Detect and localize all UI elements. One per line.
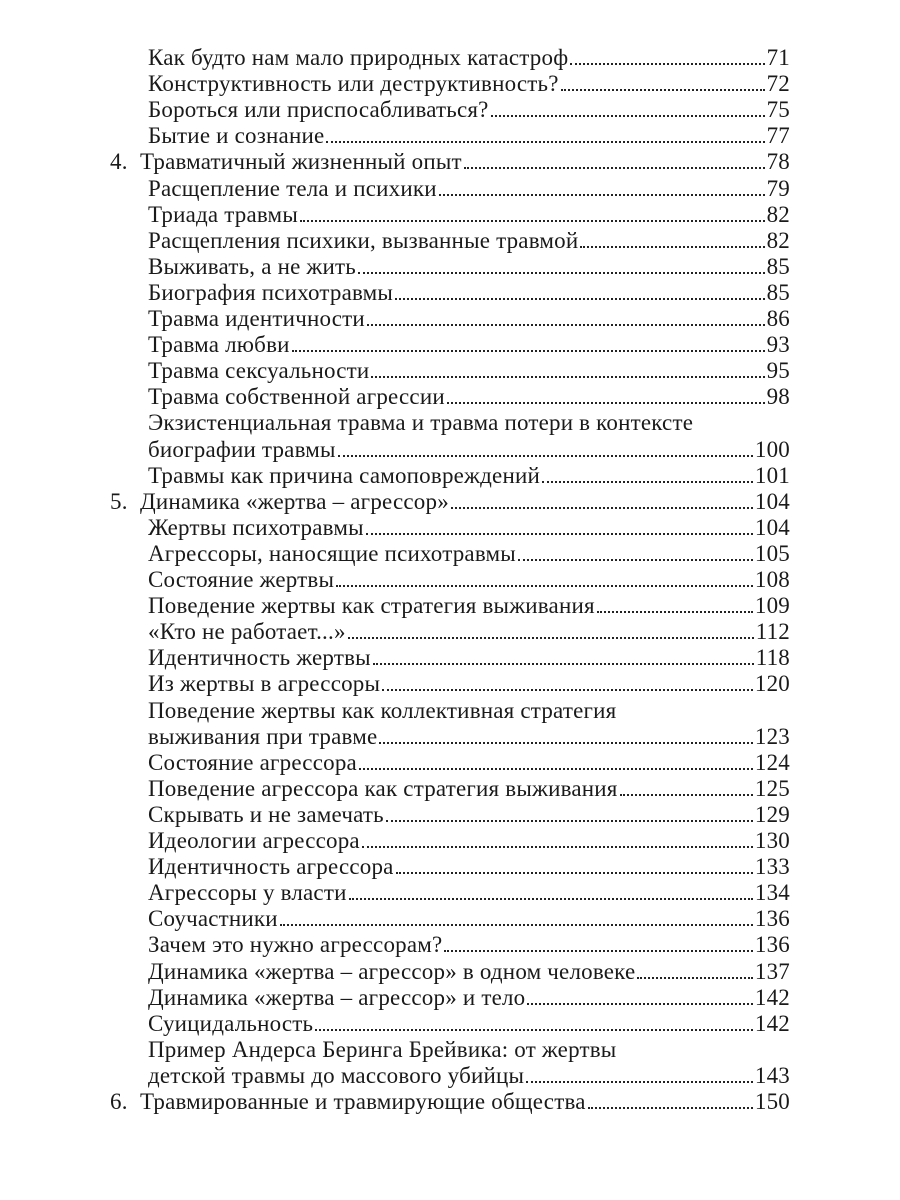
dot-leader — [349, 898, 753, 900]
toc-entry-title: Из жертвы в агрессоры — [148, 671, 381, 697]
toc-entry-title: Агрессоры у власти — [148, 880, 347, 906]
toc-page-number: 124 — [754, 749, 790, 775]
toc-entry-title: Травма сексуальности — [148, 358, 370, 384]
dot-leader — [338, 455, 753, 457]
dot-leader — [367, 324, 765, 326]
toc-entry — [148, 879, 790, 907]
dot-leader — [451, 507, 753, 509]
toc-entry — [148, 618, 790, 646]
toc-page-number: 85 — [766, 279, 790, 305]
dot-leader — [491, 115, 765, 117]
dot-leader — [527, 1003, 753, 1005]
dot-leader — [597, 611, 753, 613]
toc-entry-title: Травма собственной агрессии — [148, 384, 445, 410]
toc-entry — [148, 749, 790, 777]
toc-entry-title: Травмы как причина самоповреждений — [148, 462, 540, 488]
dot-leader — [580, 246, 764, 248]
dot-leader — [588, 1107, 753, 1109]
dot-leader — [518, 559, 753, 561]
dot-leader — [542, 481, 753, 483]
dot-leader — [379, 742, 753, 744]
toc-page-number: 118 — [755, 645, 790, 671]
dot-leader — [326, 141, 764, 143]
toc-page-number: 82 — [766, 201, 790, 227]
toc-page-number: 109 — [754, 593, 790, 619]
toc-entry-title: Динамика «жертва – агрессор» — [140, 488, 449, 514]
toc-entry — [148, 723, 790, 751]
dot-leader — [300, 220, 765, 222]
toc-entry-title: Соучастники — [148, 906, 278, 932]
dot-leader — [348, 637, 754, 639]
toc-page-number: 150 — [754, 1089, 790, 1114]
toc-entry-title: Бороться или приспосабливаться? — [148, 97, 489, 123]
toc-page-number: 77 — [766, 123, 790, 149]
toc-entry-title: «Кто не работает...» — [148, 619, 346, 645]
toc-entry — [148, 253, 790, 281]
toc-entry — [148, 201, 790, 229]
dot-leader — [358, 272, 765, 274]
toc-entry — [148, 436, 790, 464]
toc-entry — [148, 958, 790, 986]
toc-entry — [148, 540, 790, 568]
toc-entry-title: детской травмы до массового убийцы — [148, 1062, 525, 1088]
toc-entry — [148, 670, 790, 698]
toc-entry-title: Триада травмы — [148, 201, 298, 227]
toc-page-number: 104 — [754, 488, 790, 514]
toc-entry — [148, 566, 790, 594]
toc-entry — [148, 984, 790, 1012]
chapter-number: 6. — [110, 1089, 128, 1114]
toc-entry — [148, 227, 790, 255]
toc-entry-title: Состояние агрессора — [148, 749, 357, 775]
toc-entry-title: Травматичный жизненный опыт — [140, 149, 462, 175]
toc-entry — [148, 1010, 790, 1038]
toc-entry-title: Агрессоры, наносящие психотравмы — [148, 540, 516, 566]
toc-page-number: 136 — [754, 932, 790, 958]
toc-page-number: 133 — [754, 854, 790, 880]
toc-page-number: 136 — [754, 906, 790, 932]
toc-page-number: 75 — [766, 97, 790, 123]
toc-entry-title: Травма идентичности — [148, 306, 365, 331]
toc-entry — [148, 462, 790, 490]
toc-page-number: 71 — [766, 45, 790, 70]
chapter-number: 4. — [110, 149, 128, 175]
toc-page-number: 108 — [754, 567, 790, 592]
toc-entry — [148, 44, 790, 72]
toc-entry — [148, 331, 790, 359]
toc-page-number: 134 — [754, 880, 790, 906]
dot-leader — [371, 376, 764, 378]
dot-leader — [359, 768, 753, 770]
dot-leader — [396, 872, 753, 874]
dot-leader — [561, 89, 765, 91]
toc-page-number: 120 — [754, 671, 790, 697]
toc-entry — [148, 801, 790, 829]
dot-leader — [620, 794, 753, 796]
toc-entry-title: Зачем это нужно агрессорам? — [148, 932, 443, 958]
toc-entry-title: Суицидальность — [148, 1010, 314, 1036]
dot-leader — [447, 402, 765, 404]
toc-entry-title: Идеологии агрессора — [148, 828, 360, 853]
toc-entry — [148, 853, 790, 881]
toc-entry-title: Травма любви — [148, 332, 290, 358]
toc-page-number: 98 — [766, 384, 790, 410]
toc-entry-title: Как будто нам мало природных катастроф — [148, 45, 569, 70]
toc-entry-title: Состояние жертвы — [148, 567, 335, 592]
toc-entry — [148, 305, 790, 333]
toc-entry — [148, 1062, 790, 1090]
toc-page-number: 129 — [754, 801, 790, 827]
toc-page-number: 86 — [766, 306, 790, 331]
toc-page-number: 100 — [754, 436, 790, 462]
toc-entry-title-line: Пример Андерса Беринга Брейвика: от жертвы — [148, 1036, 617, 1062]
toc-page-number: 93 — [766, 332, 790, 358]
toc-chapter-entry — [110, 488, 790, 516]
toc-entry-title: Выживать, а не жить — [148, 253, 356, 279]
dot-leader — [464, 167, 765, 169]
toc-entry-title: Динамика «жертва – агрессор» и тело — [148, 984, 526, 1010]
toc-entry-title: Конструктивность или деструктивность? — [148, 71, 559, 97]
toc-entry — [148, 383, 790, 411]
toc-entry-title: Травмированные и травмирующие общества — [140, 1089, 586, 1114]
toc-entry-title: Идентичность жертвы — [148, 645, 371, 671]
toc-entry-title: выживания при травме — [148, 723, 378, 749]
toc-page-number: 123 — [754, 723, 790, 749]
toc-entry-title-line: Экзистенциальная травма и травма потери в контексте — [148, 410, 694, 436]
toc-page-number: 112 — [755, 619, 790, 645]
toc-page-number: 142 — [754, 1010, 790, 1036]
toc-entry-title: Динамика «жертва – агрессор» в одном человеке — [148, 958, 636, 984]
toc-entry — [148, 175, 790, 203]
toc-entry-title-line: Поведение жертвы как коллективная стратегия — [148, 697, 617, 723]
dot-leader — [362, 846, 753, 848]
toc-page-number: 78 — [766, 149, 790, 175]
toc-entry — [148, 905, 790, 933]
toc-entry-title: Расщепления психики, вызванные травмой — [148, 227, 579, 253]
toc-page-number: 72 — [766, 71, 790, 97]
toc-page-number: 104 — [754, 514, 790, 540]
dot-leader — [444, 950, 752, 952]
toc-entry-title: биографии травмы — [148, 436, 336, 462]
toc-entry — [148, 279, 790, 307]
toc-entry — [148, 96, 790, 124]
toc-entry-title: Идентичность агрессора — [148, 854, 394, 880]
toc-entry — [148, 775, 790, 803]
toc-entry — [148, 644, 790, 672]
toc-page-number: 137 — [754, 958, 790, 984]
dot-leader — [386, 820, 753, 822]
toc-page-number: 143 — [754, 1062, 790, 1088]
toc-entry — [148, 357, 790, 385]
toc-page-number: 95 — [766, 358, 790, 384]
toc-entry-title: Расщепление тела и психики — [148, 175, 437, 201]
toc-entry — [148, 70, 790, 98]
dot-leader — [637, 977, 753, 979]
dot-leader — [570, 63, 764, 65]
dot-leader — [336, 585, 753, 587]
dot-leader — [526, 1081, 753, 1083]
toc-entry — [148, 931, 790, 959]
toc-page-number: 130 — [754, 828, 790, 853]
toc-page-number: 125 — [754, 775, 790, 801]
toc-page-number: 142 — [754, 984, 790, 1010]
dot-leader — [382, 689, 753, 691]
toc-chapter-entry — [110, 148, 790, 176]
dot-leader — [280, 924, 753, 926]
toc-entry-title: Поведение агрессора как стратегия выживания — [148, 775, 618, 801]
dot-leader — [292, 350, 765, 352]
toc-entry-title: Жертвы психотравмы — [148, 514, 364, 540]
toc-entry — [148, 827, 790, 855]
toc-entry — [148, 592, 790, 620]
dot-leader — [366, 533, 753, 535]
dot-leader — [373, 663, 754, 665]
toc-entry-title: Скрывать и не замечать — [148, 801, 384, 827]
toc-entry-title: Бытие и сознание — [148, 123, 325, 149]
toc-page-number: 79 — [766, 175, 790, 201]
toc-entry — [148, 514, 790, 542]
toc-page-number: 101 — [754, 462, 790, 488]
chapter-number: 5. — [110, 488, 128, 514]
dot-leader — [439, 194, 765, 196]
toc-entry-title: Биография психотравмы — [148, 279, 394, 305]
toc-entry — [148, 122, 790, 150]
toc-page-number: 82 — [766, 227, 790, 253]
toc-page-number: 85 — [766, 253, 790, 279]
dot-leader — [315, 1029, 753, 1031]
dot-leader — [395, 298, 765, 300]
toc-entry-title: Поведение жертвы как стратегия выживания — [148, 593, 595, 619]
toc-page-number: 105 — [754, 540, 790, 566]
toc-chapter-entry — [110, 1088, 790, 1116]
